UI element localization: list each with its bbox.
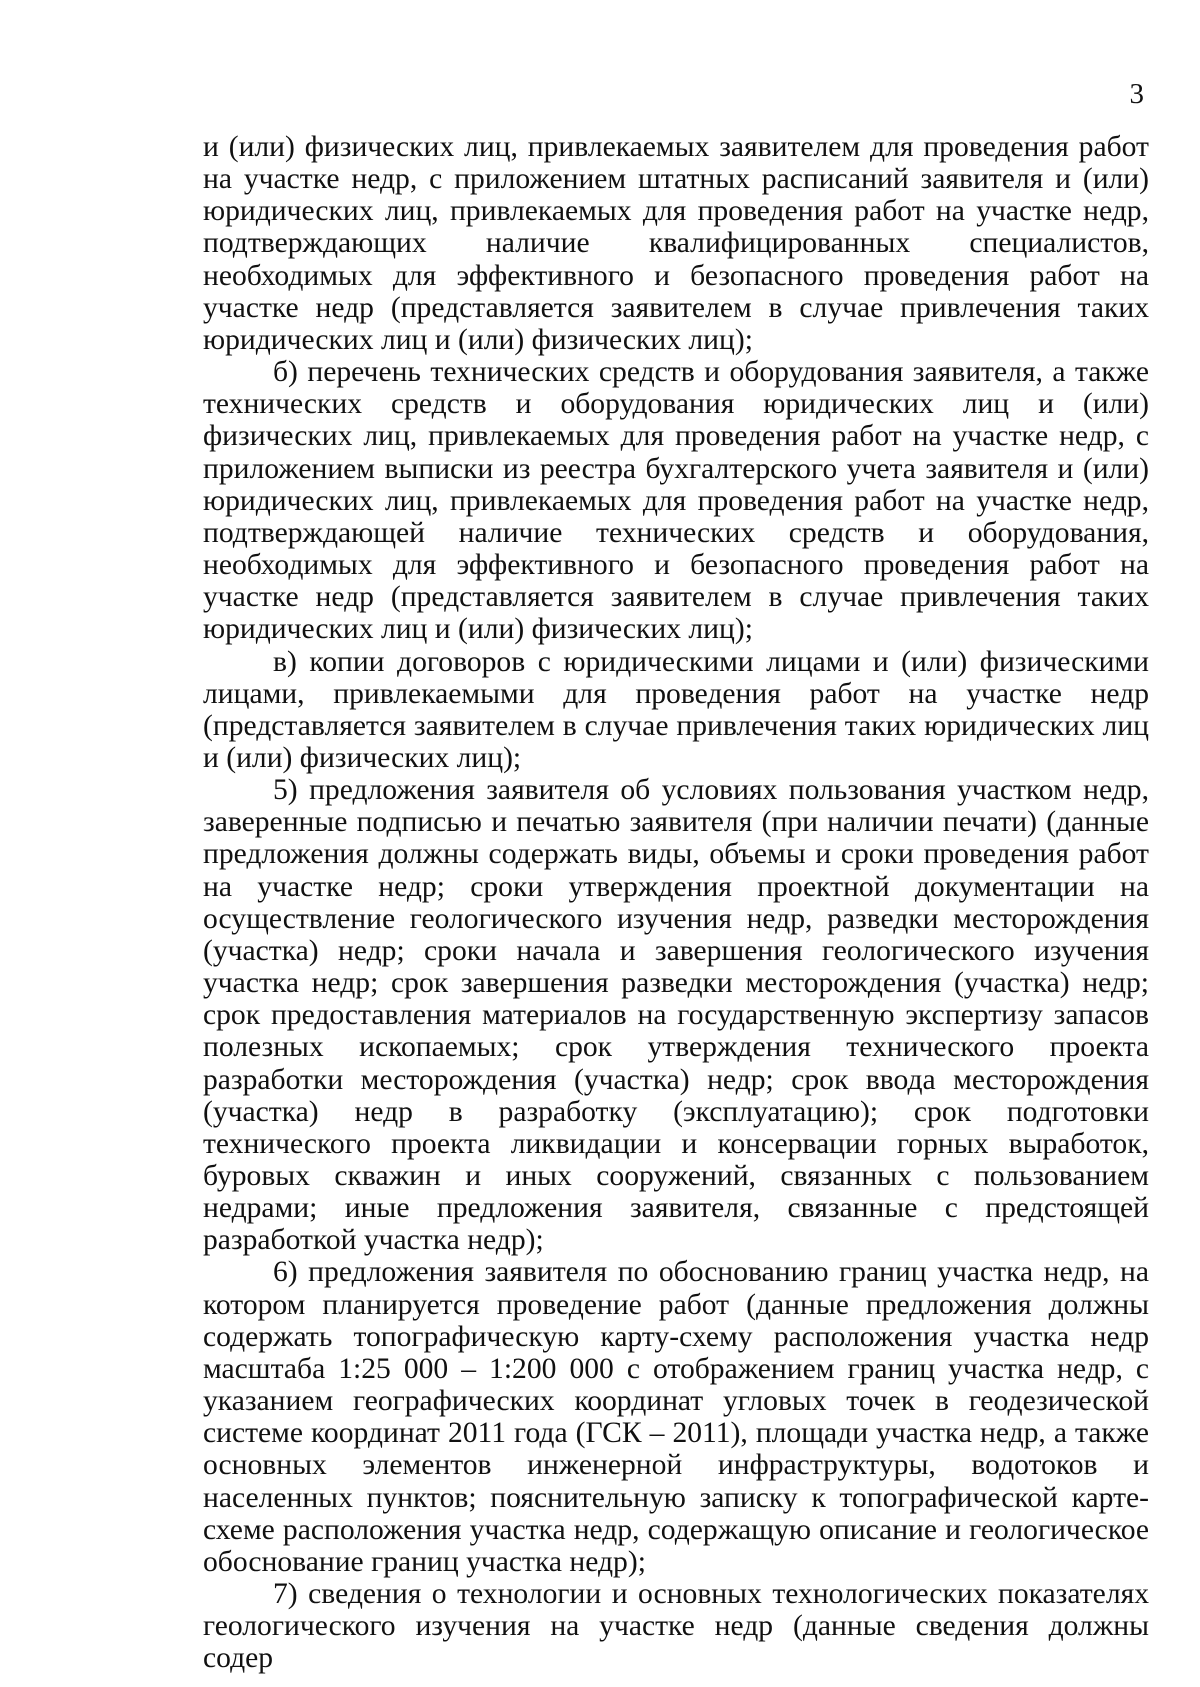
paragraph-item-b: б) перечень технических средств и оборудования заявителя, а также технических средств и оборудования юридических лиц и (или) физических лиц, привлекаемых для проведения работ на участке недр, с приложением выписки из реестра бухгалтерского учета заявителя и (или) юридических лиц, привлекаемых для проведения работ на участке недр, подтверждающей наличие технических средств и оборудования, необходимых для эффективного и безопасного проведения работ на участке недр (представляется заявителем в случае привлечения таких юридических лиц и (или) физических лиц); (203, 356, 1149, 646)
paragraph-item-5: 5) предложения заявителя об условиях пользования участком недр, заверенные подписью и печатью заявителя (при наличии печати) (данные предложения должны содержать виды, объемы и сроки проведения работ на участке недр; сроки утверждения проектной документации на осуществление геологического изучения недр, разведки месторождения (участка) недр; сроки начала и завершения геологического изучения участка недр; срок завершения разведки месторождения (участка) недр; срок предоставления материалов на государственную экспертизу запасов полезных ископаемых; срок утверждения технического проекта разработки месторождения (участка) недр; срок ввода месторождения (участка) недр в разработку (эксплуатацию); срок подготовки технического проекта ликвидации и консервации горных выработок, буровых скважин и иных сооружений, связанных с пользованием недрами; иные предложения заявителя, связанные с предстоящей разработкой участка недр); (203, 774, 1149, 1257)
document-body (203, 131, 1149, 1675)
paragraph-continuation: и (или) физических лиц, привлекаемых заявителем для проведения работ на участке недр, с приложением штатных расписаний заявителя и (или) юридических лиц, привлекаемых для проведения работ на участке недр, подтверждающих наличие квалифицированных специалистов, необходимых для эффективного и безопасного проведения работ на участке недр (представляется заявителем в случае привлечения таких юридических лиц и (или) физических лиц); (203, 131, 1149, 356)
paragraph-item-6: 6) предложения заявителя по обоснованию границ участка недр, на котором планируется проведение работ (данные предложения должны содержать топографическую карту-схему расположения участка недр масштаба 1:25 000 – 1:200 000 с отображением границ участка недр, с указанием географических координат угловых точек в геодезической системе координат 2011 года (ГСК – 2011), площади участка недр, а также основных элементов инженерной инфраструктуры, водотоков и населенных пунктов; пояснительную записку к топографической карте-схеме расположения участка недр, содержащую описание и геологическое обоснование границ участка недр); (203, 1256, 1149, 1578)
paragraph-item-v: в) копии договоров с юридическими лицами и (или) физическими лицами, привлекаемыми для проведения работ на участке недр (представляется заявителем в случае привлечения таких юридических лиц и (или) физических лиц); (203, 645, 1149, 774)
paragraph-item-7: 7) сведения о технологии и основных технологических показателях геологического изучения на участке недр (данные сведения должны содер (203, 1578, 1149, 1675)
page-number: 3 (1129, 78, 1144, 110)
